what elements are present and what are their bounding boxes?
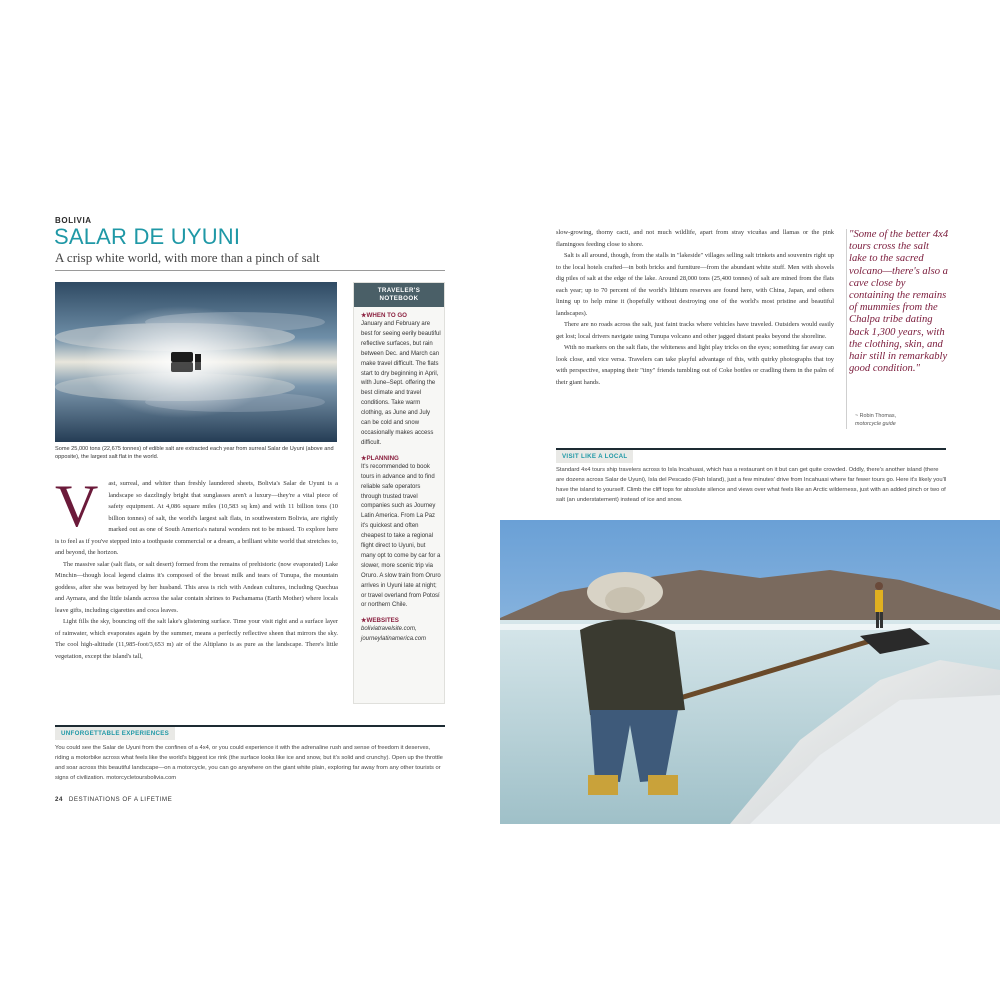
photo-caption: Some 25,000 tons (22,675 tonnes) of edible salt are extracted each year from surreal Salar de Uyuni (above and opposite), the largest salt flat in the world. <box>55 446 334 460</box>
body-paragraph: With no markers on the salt flats, the whiteness and light play tricks on the eyes; something far away can look close, and vice versa. Travelers can take playful advantage of this, with quirky photographs that toy with perspective, snapping their "tiny" friends tumbling out of Coke bottles or cradling them in the palm of their giant hands. <box>556 344 834 386</box>
pull-quote-rule <box>846 229 847 429</box>
title-divider <box>55 270 445 271</box>
article-subtitle: A crisp white world, with more than a pinch of salt <box>55 250 320 265</box>
salt-worker-photo <box>500 520 1000 824</box>
notebook-heading: TRAVELER'S NOTEBOOK <box>354 283 444 307</box>
body-text-right <box>556 227 834 388</box>
salt-flat-reflection-photo <box>55 282 337 442</box>
pull-quote: "Some of the better 4x4 tours cross the salt lake to the sacred volcano—there's also a cave close by containing the remains of mummies from the Chalpa tribe dating back 1,300 years, with the clothing, skin, and hair still in remarkably good condition." <box>849 229 949 375</box>
article-title: SALAR DE UYUNI <box>54 224 241 249</box>
visit-local-label: VISIT LIKE A LOCAL <box>556 450 633 463</box>
body-paragraph: slow-growing, thorny cacti, and not much wildlife, apart from stray vicuñas and llamas or the pink flamingoes feeding close to shore. <box>556 229 834 248</box>
body-paragraph: Salt is all around, though, from the stalls in "lakeside" villages selling salt trinkets and souvenirs right up to the local hotels crafted—in both bricks and furniture—from the abundant white stuff. Men with shovels dig piles of salt at the edge of the lake. Around 28,000 tons (25,400 tonnes) of salt are mined from the flats each year; up to 70 percent of the world's lithium reserves are found here, with China, Japan, and others lining up to help mine it (hopefully without destroying one of the world's most pristine and beautiful landscapes). <box>556 252 834 317</box>
body-paragraph: There are no roads across the salt, just faint tracks where vehicles have traveled. Outsiders would easily get lost; local drivers navigate using Tunupa volcano and other jagged distant peaks beyond the shoreline. <box>556 321 834 340</box>
notebook-section-heading: ★PLANNING <box>361 454 399 462</box>
notebook-section-text: It's recommended to book tours in advance and to find reliable safe operators through trusted travel companies such as Journey Latin America. From La Paz it's quickest and often cheapest to take a regional flight direct to Uyuni, but many opt to come by car for a slower, more scenic trip via Oruro. A slow train from Oruro arrives in Uyuni late at night; or travel overland from Potosí or northern Chile. <box>361 463 441 609</box>
body-paragraph: V ast, surreal, and whiter than freshly laundered sheets, Bolivia's Salar de Uyuni is a landscape so dazzlingly bright that sunglasses aren't a luxury—they're a vital piece of safety equipment. At 4,086 square miles (10,583 sq km) and with 11 billion tons (10 billion tonnes) of salt, the world's largest salt flats, in southwestern Bolivia, are rightly marked out as one of South America's natural wonders not to be missed. To explore here is to feel as if you've stepped into a toothpaste commercial or a dream, a brilliant white world that stretches to, and beyond, the horizon. <box>55 473 338 556</box>
drop-cap: V <box>55 473 99 539</box>
visit-local-text: Standard 4x4 tours ship travelers across to Isla Incahuasi, which has a restaurant on it but can get quite crowded. Oddly, there's another island (there are dozens across Salar de Uyuni), Isla del Pescado (Fish Island), just a few minutes' drive from Incahuasi where far fewer tours go. Here it's likely you'll have the island to yourself. Climb the cliff tops for absolute silence and views over what feels like an Arctic wilderness, just with an added pinch or two of salt (an understatement) instead of ice and snow. <box>556 467 947 503</box>
pull-quote-attribution: ~ Robin Thomas, motorcycle guide <box>855 413 897 427</box>
travelers-notebook-sidebar <box>353 282 445 704</box>
book-title: DESTINATIONS OF A LIFETIME <box>68 796 173 803</box>
unforgettable-text: You could see the Salar de Uyuni from the confines of a 4x4, or you could experience it with the adrenaline rush and sense of freedom it deserves, riding a motorbike across what feels like the world's biggest ice rink (the surface looks like ice and snow, but it's solid and crunchy). Open up the throttle and soar across this beautiful landscape—on a motorcycle, you can go anywhere on the giant white plain, exploring far away from any other tourists or signs of civilization. motorcycletoursbolivia.com <box>55 745 443 781</box>
body-paragraph: The massive salar (salt flats, or salt desert) formed from the remains of prehistoric (now evaporated) Lake Minchin—though local legend claims it's composed of the breast milk and tears of Tunupa, the mountain goddess, after she was betrayed by her husband. This area is rich with Andean cultures, including Quechua and Aymara, and the little islands across the salar contain shrines to Pachamama (Earth Mother) where locals leave gifts, including cigarettes and coca leaves. <box>55 560 338 614</box>
page-number: 24 <box>55 796 63 803</box>
notebook-section-text: January and February are best for seeing eerily beautiful reflective surfaces, but rain between Dec. and March can make travel difficult. The flats start to dry beginning in April, with June–Sept. offering the best climate and travel conditions. Take warm clothing, as June and July can be cold and snow occasionally makes access difficult. <box>361 321 441 446</box>
notebook-body <box>361 312 441 645</box>
body-text-left <box>55 473 338 662</box>
notebook-section-heading: ★WHEN TO GO <box>361 312 407 319</box>
unforgettable-label: UNFORGETTABLE EXPERIENCES <box>55 727 175 740</box>
notebook-websites: boliviatravelsite.com, journeylatinamerica.com <box>361 626 427 643</box>
page-folio <box>55 796 172 803</box>
body-paragraph: Light fills the sky, bouncing off the salt lake's glistening surface. Time your visit right and a surface layer of rainwater, which evaporates again by the summer, means a perfectly reflective sheen that mirrors the sky. The cool high-altitude (11,985-foot/3,653 m) air of the Altiplano is as pure as the landscape. There's little vegetation, except the island's tall, <box>55 618 338 660</box>
region-kicker: BOLIVIA <box>55 216 92 225</box>
notebook-section-heading: ★WEBSITES <box>361 617 399 625</box>
